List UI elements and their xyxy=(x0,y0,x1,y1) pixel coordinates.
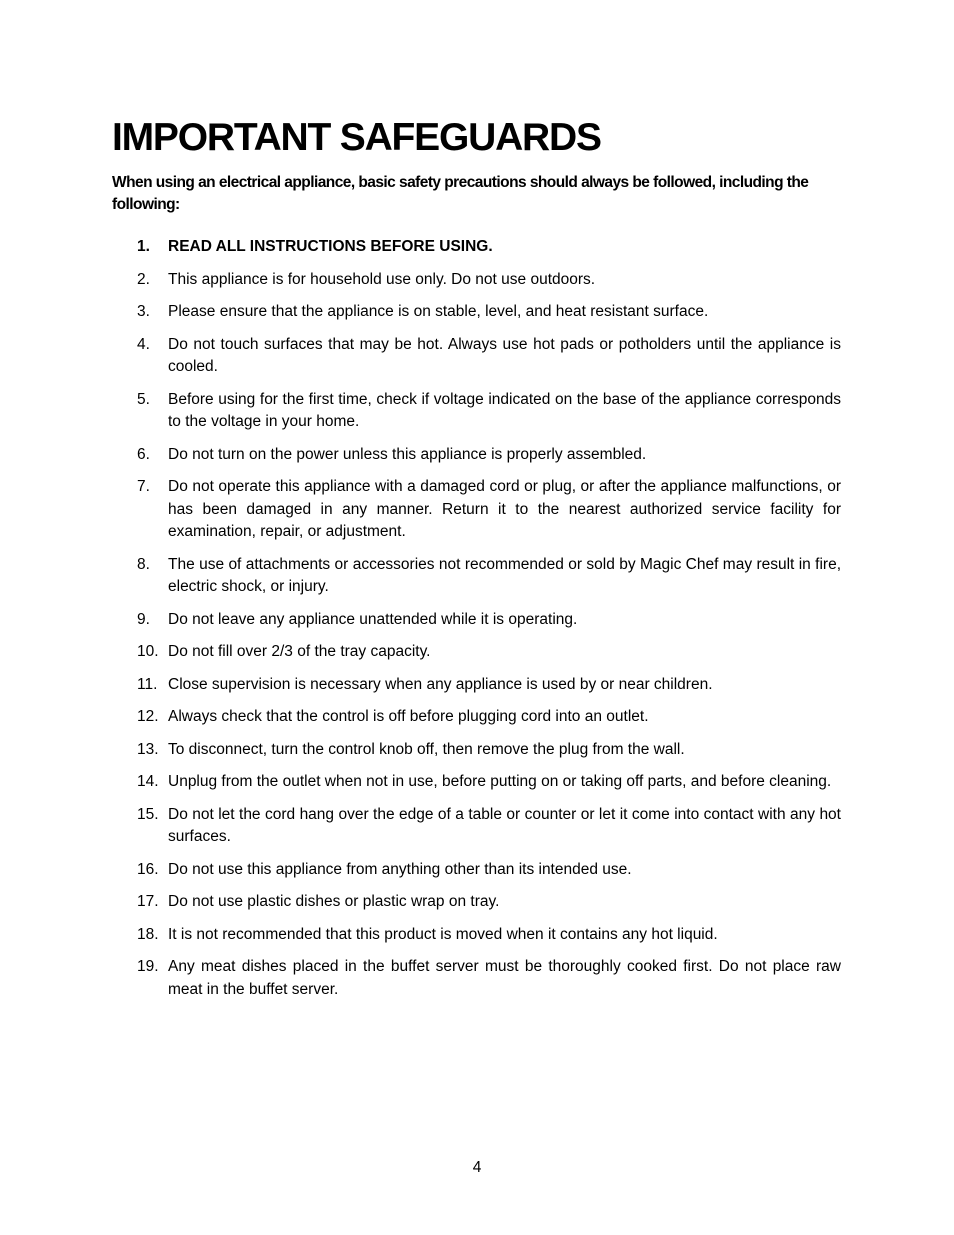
list-item xyxy=(137,771,841,794)
list-item xyxy=(137,859,841,882)
page-number: 4 xyxy=(472,1159,482,1176)
list-item xyxy=(137,609,841,632)
list-item-number: 18. xyxy=(137,925,159,943)
list-item xyxy=(137,674,841,697)
list-item xyxy=(137,924,841,947)
list-item xyxy=(137,476,841,544)
list-item xyxy=(137,891,841,914)
list-item xyxy=(137,956,841,1001)
list-item-number: 4. xyxy=(137,335,150,353)
list-item-number: 15. xyxy=(137,805,159,823)
list-item-number: 14. xyxy=(137,773,159,790)
list-item xyxy=(137,334,841,379)
list-item xyxy=(137,389,841,434)
list-item-number: 11. xyxy=(137,675,158,693)
list-item-number: 3. xyxy=(137,303,150,320)
list-item-text: Close supervision is necessary when any appliance is used by or near children. xyxy=(168,675,713,693)
list-item-text: Do not touch surfaces that may be hot. Always use hot pads or potholders until the appliance is cooled. xyxy=(168,335,841,375)
list-item-number: 10. xyxy=(137,643,159,660)
list-item xyxy=(137,641,841,664)
list-item-text: This appliance is for household use only. Do not use outdoors. xyxy=(168,270,596,288)
intro-paragraph: When using an electrical appliance, basic safety precautions should always be followed, including the following: xyxy=(112,174,809,213)
list-item-text: Do not leave any appliance unattended while it is operating. xyxy=(168,610,578,628)
list-item-text: Always check that the control is off before plugging cord into an outlet. xyxy=(168,708,649,725)
list-item-text: Do not let the cord hang over the edge of a table or counter or let it come into contact with any hot surfaces. xyxy=(168,805,841,845)
list-item-text: Before using for the first time, check if voltage indicated on the base of the appliance corresponds to the voltage in your home. xyxy=(168,390,841,430)
list-item-number: 2. xyxy=(137,270,150,288)
list-item-number: 13. xyxy=(137,740,159,758)
list-item-text: READ ALL INSTRUCTIONS BEFORE USING. xyxy=(168,238,493,255)
page-title: IMPORTANT SAFEGUARDS xyxy=(112,116,601,159)
list-item xyxy=(137,269,841,292)
list-item-number: 19. xyxy=(137,958,159,975)
list-item-number: 16. xyxy=(137,860,159,878)
list-item-text: Any meat dishes placed in the buffet server must be thoroughly cooked first. Do not place raw meat in the buffet server. xyxy=(168,958,841,998)
safeguards-list xyxy=(137,236,841,1011)
list-item-number: 1. xyxy=(137,238,150,255)
list-item xyxy=(137,236,841,259)
list-item-number: 8. xyxy=(137,555,150,573)
list-item-number: 9. xyxy=(137,610,150,628)
list-item-text: Do not use this appliance from anything other than its intended use. xyxy=(168,860,632,878)
list-item xyxy=(137,301,841,324)
list-item-number: 12. xyxy=(137,708,159,725)
list-item-number: 5. xyxy=(137,390,150,408)
list-item xyxy=(137,444,841,467)
list-item-text: Do not turn on the power unless this appliance is properly assembled. xyxy=(168,445,647,463)
list-item xyxy=(137,804,841,849)
list-item-text: Unplug from the outlet when not in use, before putting on or taking off parts, and before cleaning. xyxy=(168,773,832,790)
list-item-text: It is not recommended that this product is moved when it contains any hot liquid. xyxy=(168,925,718,943)
list-item-number: 7. xyxy=(137,478,150,495)
list-item xyxy=(137,706,841,729)
list-item-text: To disconnect, turn the control knob off, then remove the plug from the wall. xyxy=(168,740,685,758)
list-item-text: Please ensure that the appliance is on stable, level, and heat resistant surface. xyxy=(168,303,709,320)
list-item-text: Do not use plastic dishes or plastic wrap on tray. xyxy=(168,893,500,910)
list-item-number: 17. xyxy=(137,893,159,910)
list-item-text: Do not operate this appliance with a damaged cord or plug, or after the appliance malfunctions, or has been damaged in any manner. Return it to the nearest authorized service facility for examination, repair, or adjustment. xyxy=(168,478,841,540)
list-item-text: The use of attachments or accessories not recommended or sold by Magic Chef may result in fire, electric shock, or injury. xyxy=(168,555,841,595)
list-item-number: 6. xyxy=(137,445,150,463)
list-item xyxy=(137,739,841,762)
list-item-text: Do not fill over 2/3 of the tray capacity. xyxy=(168,643,431,660)
list-item xyxy=(137,554,841,599)
